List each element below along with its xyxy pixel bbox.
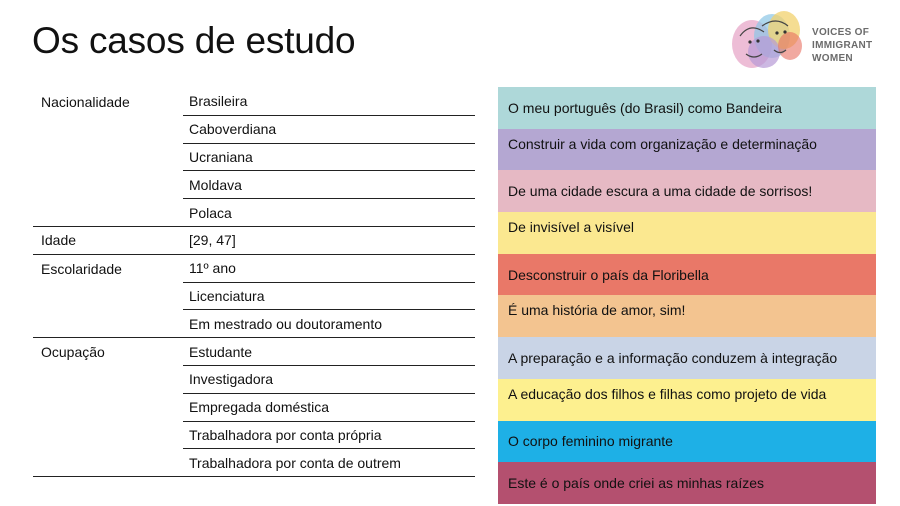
- case-title-item: Construir a vida com organização e determinação: [498, 129, 876, 171]
- table-row: [33, 394, 475, 422]
- table-row: [33, 116, 475, 144]
- table-value: Brasileira: [183, 88, 475, 116]
- table-value: 11º ano: [183, 255, 475, 283]
- table-category: Ocupação: [41, 344, 105, 361]
- table-value: Investigadora: [183, 366, 475, 394]
- table-row: [33, 449, 475, 477]
- logo-text: [812, 26, 872, 65]
- table-value: Trabalhadora por conta de outrem: [189, 454, 401, 471]
- logo-line-2: IMMIGRANT: [812, 40, 873, 51]
- study-cases-table: [33, 88, 475, 477]
- table-value: [29, 47]: [189, 232, 236, 249]
- case-title-item: De uma cidade escura a uma cidade de sorrisos!: [498, 170, 876, 212]
- table-category: Escolaridade: [41, 260, 122, 277]
- case-titles-list: [498, 87, 876, 504]
- table-value: Polaca: [189, 204, 232, 221]
- table-value: Em mestrado ou doutoramento: [189, 315, 382, 332]
- table-row: [33, 366, 475, 394]
- case-title-item: O corpo feminino migrante: [498, 421, 876, 463]
- table-value: Ucraniana: [183, 144, 475, 172]
- case-title-item: O meu português (do Brasil) como Bandeira: [498, 87, 876, 129]
- table-row: [33, 422, 475, 450]
- page-title: Os casos de estudo: [32, 20, 356, 61]
- case-title-item: A preparação e a informação conduzem à integração: [498, 337, 876, 379]
- table-row: [33, 199, 475, 227]
- faces-illustration-icon: [722, 6, 810, 74]
- case-title-item: De invisível a visível: [498, 212, 876, 254]
- table-value: Moldava: [183, 171, 475, 199]
- table-row: [33, 171, 475, 199]
- table-value: Trabalhadora por conta própria: [183, 422, 475, 450]
- table-value: Empregada doméstica: [183, 394, 475, 422]
- table-row: [33, 338, 475, 366]
- case-title-item: A educação dos filhos e filhas como projeto de vida: [498, 379, 876, 421]
- case-title-item: Este é o país onde criei as minhas raízes: [498, 462, 876, 504]
- case-title-item: Desconstruir o país da Floribella: [498, 254, 876, 296]
- table-row: [33, 144, 475, 172]
- table-row: [33, 88, 475, 116]
- table-row: [33, 227, 475, 255]
- table-value: Licenciatura: [183, 283, 475, 311]
- logo-line-3: WOMEN: [812, 53, 853, 64]
- table-row: [33, 283, 475, 311]
- table-row: [33, 310, 475, 338]
- table-value: Estudante: [183, 338, 475, 366]
- table-row: [33, 255, 475, 283]
- table-category: Nacionalidade: [41, 93, 130, 110]
- table-value: Caboverdiana: [183, 116, 475, 144]
- voices-of-immigrant-women-logo: [722, 6, 892, 76]
- case-title-item: É uma história de amor, sim!: [498, 295, 876, 337]
- table-category: Idade: [41, 232, 77, 249]
- logo-line-1: VOICES OF: [812, 27, 870, 38]
